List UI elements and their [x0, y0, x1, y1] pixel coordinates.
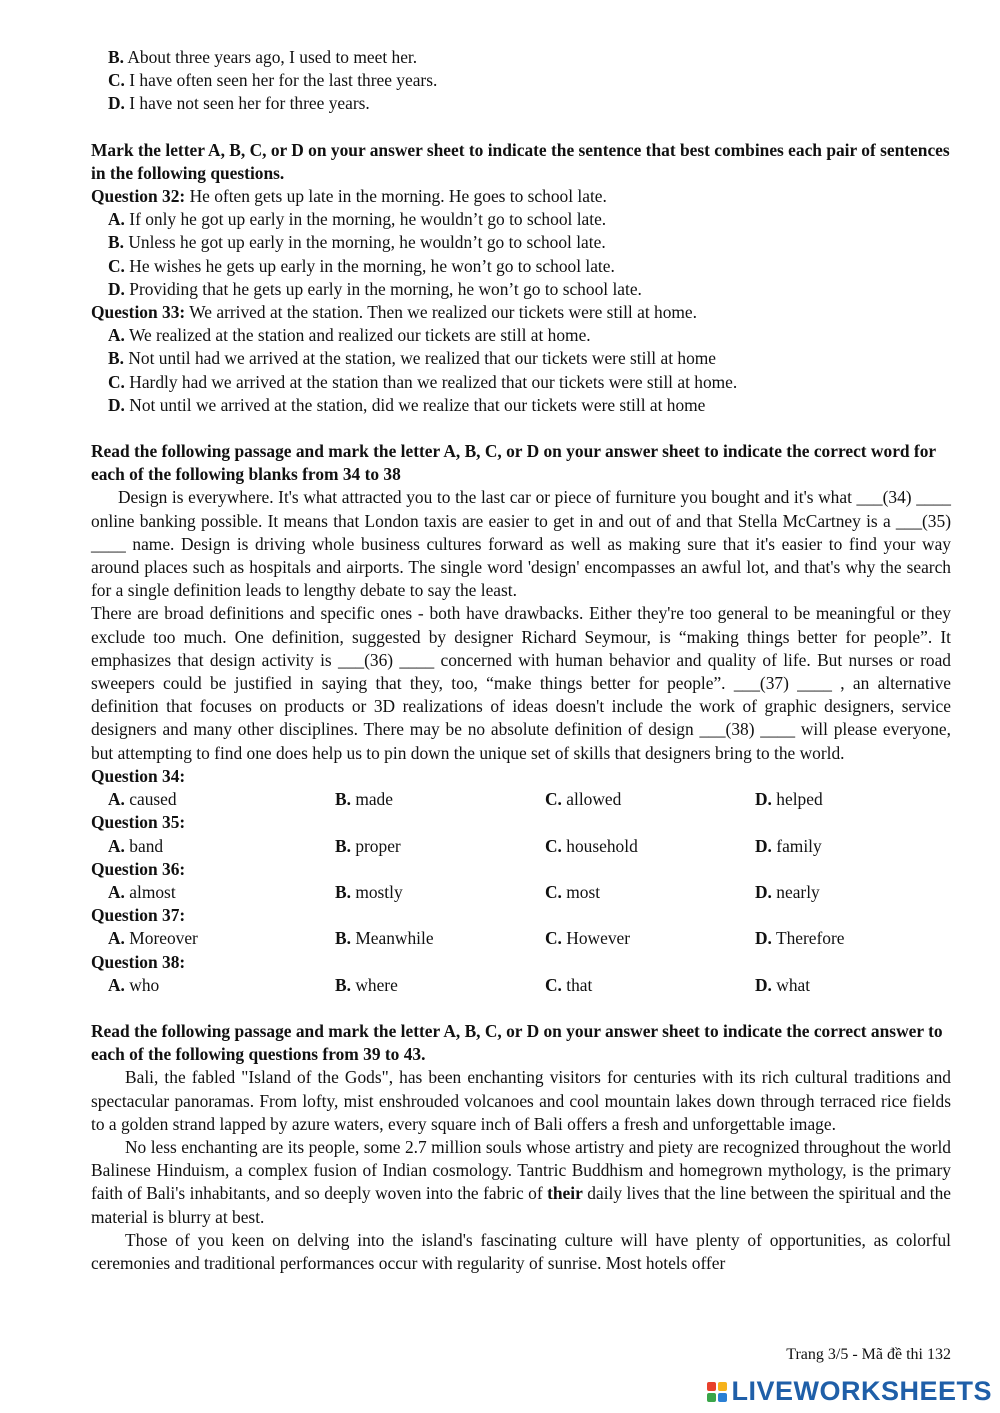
option-letter: C.	[108, 371, 125, 392]
question-label: Question 32:	[91, 186, 186, 207]
option-b[interactable]	[335, 881, 545, 904]
option-text: Meanwhile	[355, 928, 434, 949]
option-a[interactable]	[108, 835, 335, 858]
option-text: what	[776, 974, 811, 995]
brand-name: LIVEWORKSHEETS	[731, 1376, 992, 1407]
option-letter: C.	[108, 255, 125, 276]
option-text: proper	[355, 835, 401, 856]
reading-paragraph-2	[91, 1136, 951, 1229]
option-text: I have not seen her for three years.	[129, 93, 370, 114]
cloze-instruction: Read the following passage and mark the letter A, B, C, or D on your answer sheet to indicate the correct word for each of the following blanks from 34 to 38	[91, 441, 936, 485]
option-letter: C.	[545, 974, 562, 995]
reading-paragraph-3: Those of you keen on delving into the island's fascinating culture will have plenty of opportunities, as colorful ceremonies and traditional performances occur with regularity of sunrise. Most hotels offer	[91, 1229, 951, 1273]
cloze-question-36	[91, 858, 951, 904]
option-letter: D.	[108, 93, 125, 114]
option-text: Not until we arrived at the station, did we realize that our tickets were still at home	[129, 394, 706, 415]
option-text: I have often seen her for the last three years.	[129, 70, 438, 91]
liveworksheets-icon	[707, 1382, 727, 1402]
option-letter: C.	[545, 881, 562, 902]
option-a[interactable]	[108, 881, 335, 904]
option-text: caused	[129, 789, 177, 810]
option-d[interactable]	[755, 835, 955, 858]
combine-instruction: Mark the letter A, B, C, or D on your answer sheet to indicate the sentence that best combines each pair of sentences in the following questions.	[91, 139, 950, 183]
question-text: We arrived at the station. Then we realized our tickets were still at home.	[189, 302, 697, 323]
option-letter: B.	[108, 47, 124, 67]
q33-option-b	[91, 347, 951, 370]
cloze-question-34	[91, 765, 951, 811]
option-letter: D.	[108, 278, 125, 299]
option-text: However	[566, 928, 631, 949]
option-d[interactable]	[755, 974, 955, 997]
option-b[interactable]	[335, 927, 545, 950]
option-letter: A.	[108, 835, 125, 856]
option-a[interactable]	[108, 788, 335, 811]
option-letter: D.	[755, 881, 772, 902]
option-letter: D.	[755, 974, 772, 995]
option-letter: D.	[755, 928, 772, 949]
option-letter: A.	[108, 974, 125, 995]
q33-option-c	[91, 371, 951, 394]
option-text: band	[129, 835, 164, 856]
option-text: that	[566, 974, 593, 995]
option-text: Therefore	[775, 928, 845, 949]
option-b[interactable]	[335, 788, 545, 811]
option-b[interactable]	[335, 974, 545, 997]
question-32	[91, 185, 951, 208]
question-label: Question 33:	[91, 302, 186, 323]
option-c[interactable]	[545, 835, 755, 858]
q31-option-c	[91, 69, 951, 92]
option-letter: B.	[108, 348, 124, 369]
question-label: Question 35:	[91, 812, 186, 833]
option-text: Moreover	[129, 928, 198, 949]
paragraph-text: daily lives that the line between the spiritual and the material is blurry at best.	[91, 1183, 951, 1227]
q32-option-d	[91, 278, 951, 301]
q32-option-c	[91, 255, 951, 278]
option-c[interactable]	[545, 881, 755, 904]
option-d[interactable]	[755, 788, 955, 811]
option-text: who	[129, 974, 160, 995]
option-letter: D.	[755, 835, 772, 856]
q31-option-b	[91, 46, 951, 69]
question-label: Question 38:	[91, 951, 186, 972]
option-c[interactable]	[545, 788, 755, 811]
option-text: We realized at the station and realized our tickets are still at home.	[128, 325, 591, 346]
option-text: most	[566, 881, 601, 902]
option-text: family	[776, 835, 822, 856]
question-33	[91, 301, 951, 324]
option-d[interactable]	[755, 927, 955, 950]
option-letter: B.	[335, 789, 351, 810]
option-text: allowed	[566, 789, 622, 810]
q31-option-d	[91, 92, 951, 115]
cloze-question-37	[91, 904, 951, 950]
question-label: Question 34:	[91, 765, 186, 786]
option-c[interactable]	[545, 974, 755, 997]
option-letter: C.	[108, 70, 125, 91]
option-letter: B.	[335, 974, 351, 995]
cloze-question-38	[91, 951, 951, 997]
option-b[interactable]	[335, 835, 545, 858]
option-c[interactable]	[545, 927, 755, 950]
worksheet-page	[91, 46, 951, 1275]
option-text: About three years ago, I used to meet her.	[127, 47, 418, 67]
option-text: household	[566, 835, 638, 856]
q33-option-d	[91, 394, 951, 417]
option-letter: B.	[335, 928, 351, 949]
option-a[interactable]	[108, 927, 335, 950]
option-text: nearly	[776, 881, 820, 902]
option-d[interactable]	[755, 881, 955, 904]
option-letter: C.	[545, 789, 562, 810]
option-letter: A.	[108, 325, 125, 346]
option-letter: B.	[335, 881, 351, 902]
option-letter: C.	[545, 928, 562, 949]
cloze-paragraph-1: Design is everywhere. It's what attracted you to the last car or piece of furniture you bought and it's what ___(34) ____ online banking possible. It means that London taxis are easier to get in and out of and that Stella McCartney is a ___(35) ____ name. Design is driving whole business cultures forward as well as making sure that it's easier to find your way around places such as hospitals and airports. The single word 'design' encompasses an awful lot, and that's why the search for a single definition leads to lengthy debate to say the least.	[91, 487, 951, 601]
option-letter: A.	[108, 881, 125, 902]
option-text: If only he got up early in the morning, he wouldn’t go to school late.	[129, 209, 607, 230]
highlighted-word: their	[547, 1183, 583, 1204]
reading-instruction: Read the following passage and mark the letter A, B, C, or D on your answer sheet to indicate the correct answer to each of the following questions from 39 to 43.	[91, 1020, 943, 1065]
option-text: where	[355, 974, 398, 995]
option-text: Not until had we arrived at the station, we realized that our tickets were still at home	[128, 348, 717, 369]
option-text: Unless he got up early in the morning, he wouldn’t go to school late.	[128, 232, 606, 253]
option-letter: B.	[335, 835, 351, 856]
option-a[interactable]	[108, 974, 335, 997]
option-letter: C.	[545, 835, 562, 856]
liveworksheets-logo	[707, 1377, 992, 1407]
option-text: helped	[776, 789, 823, 810]
option-text: almost	[129, 881, 176, 902]
question-label: Question 36:	[91, 858, 186, 879]
cloze-paragraph-2: There are broad definitions and specific ones - both have drawbacks. Either they're too general to be meaningful or they exclude too much. One definition, suggested by designer Richard Seymour, is “making things better for people”. It emphasizes that design activity is ___(36) ____ concerned with human behavior and quality of life. But nurses or road sweepers could be justified in saying that they, too, “make things better for people”. ___(37) ____ , an alternative definition that focuses on products or 3D realizations of ideas doesn't include the work of graphic designers, service designers and many other disciplines. There may be no absolute definition of design ___(38) ____ will please everyone, but attempting to find one does help us to pin down the unique set of skills that designers bring to the world.	[91, 603, 951, 763]
option-text: mostly	[355, 881, 403, 902]
option-letter: A.	[108, 928, 125, 949]
question-label: Question 37:	[91, 905, 186, 926]
option-letter: D.	[755, 789, 772, 810]
cloze-question-35	[91, 811, 951, 857]
option-letter: D.	[108, 394, 125, 415]
q33-option-a	[91, 324, 951, 347]
option-text: made	[355, 789, 393, 810]
option-letter: A.	[108, 789, 125, 810]
question-text: He often gets up late in the morning. He goes to school late.	[189, 186, 607, 207]
reading-paragraph-1: Bali, the fabled "Island of the Gods", has been enchanting visitors for centuries with its rich cultural traditions and spectacular panoramas. From lofty, mist enshrouded volcanoes and cool mountain lakes down through terraced rice fields to a golden strand lapped by azure waters, every square inch of Bali offers a fresh and unforgettable image.	[91, 1067, 951, 1134]
q32-option-b	[91, 231, 951, 254]
option-letter: A.	[108, 209, 125, 230]
option-text: Hardly had we arrived at the station than we realized that our tickets were still at home.	[129, 371, 738, 392]
option-text: Providing that he gets up early in the morning, he won’t go to school late.	[129, 278, 642, 299]
page-footer: Trang 3/5 - Mã đề thi 132	[786, 1346, 951, 1363]
paragraph-text: No less enchanting are its people, some 2.7 million souls whose artistry and piety are recognized throughout the world Balinese Hinduism, a complex fusion of Indian cosmology. Tantric Buddhism and homegrown mythology, is the primary faith of Bali's inhabitants, and so deeply woven into the fabric of	[91, 1136, 951, 1204]
q32-option-a	[91, 208, 951, 231]
option-letter: B.	[108, 232, 124, 253]
option-text: He wishes he gets up early in the morning, he won’t go to school late.	[129, 255, 615, 276]
